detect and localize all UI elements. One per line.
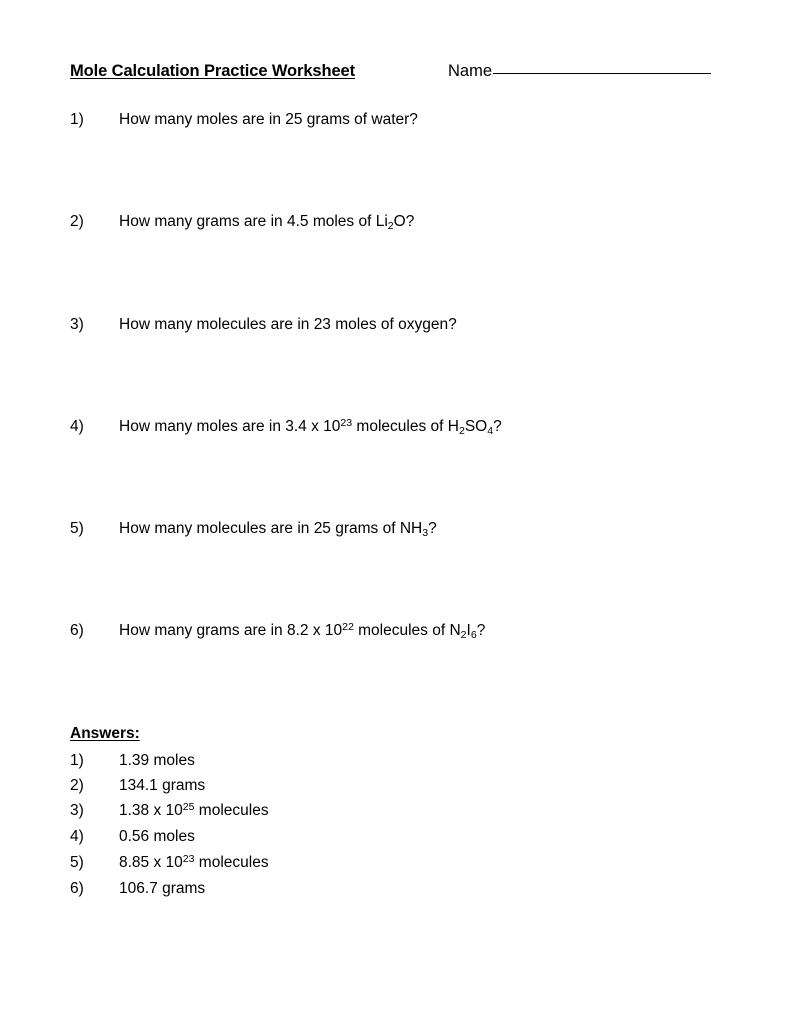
answer-text: 134.1 grams xyxy=(119,777,206,794)
answer-number: 1) xyxy=(70,752,84,769)
answer-item xyxy=(70,853,269,873)
question-text: How many moles are in 25 grams of water? xyxy=(119,111,418,128)
answers-heading: Answers: xyxy=(70,725,140,742)
question-item xyxy=(70,212,750,232)
answer-text: 0.56 moles xyxy=(119,828,195,845)
question-item xyxy=(70,621,750,641)
page-title: Mole Calculation Practice Worksheet xyxy=(70,62,356,80)
name-label: Name xyxy=(448,62,493,80)
question-number: 2) xyxy=(70,213,84,230)
answer-item xyxy=(70,776,205,796)
question-text: How many moles are in 3.4 x $10^{23}$ molecules of $H_2SO_4$? xyxy=(119,417,502,437)
question-text: How many molecules are in 23 moles of oxygen? xyxy=(119,316,457,333)
question-number: 5) xyxy=(70,520,84,537)
answer-text: 1.38 x $10^{25}$ molecules xyxy=(119,801,269,819)
answer-text: 1.39 moles xyxy=(119,752,195,769)
answer-item xyxy=(70,827,195,847)
answer-item xyxy=(70,801,269,821)
question-number: 6) xyxy=(70,622,84,639)
answer-item xyxy=(70,879,205,899)
answer-number: 5) xyxy=(70,854,84,871)
answer-number: 3) xyxy=(70,802,84,819)
answer-text: 8.85 x $10^{23}$ molecules xyxy=(119,853,269,871)
question-item xyxy=(70,417,750,437)
question-text: How many grams are in 4.5 moles of $Li_2O$? xyxy=(119,213,415,232)
header xyxy=(70,62,720,86)
answer-number: 2) xyxy=(70,777,84,794)
name-field-group xyxy=(448,62,711,81)
name-write-in-line[interactable] xyxy=(493,73,711,74)
question-item xyxy=(70,519,750,539)
question-number: 1) xyxy=(70,111,84,128)
answer-item xyxy=(70,751,195,771)
answer-number: 6) xyxy=(70,880,84,897)
answer-text: 106.7 grams xyxy=(119,880,206,897)
question-text: How many molecules are in 25 grams of $NH_3$? xyxy=(119,520,437,539)
question-item xyxy=(70,110,750,130)
answer-number: 4) xyxy=(70,828,84,845)
question-number: 4) xyxy=(70,418,84,435)
question-text: How many grams are in 8.2 x $10^{22}$ molecules of $N_2I_6$? xyxy=(119,621,486,641)
question-number: 3) xyxy=(70,316,84,333)
question-item xyxy=(70,315,750,335)
